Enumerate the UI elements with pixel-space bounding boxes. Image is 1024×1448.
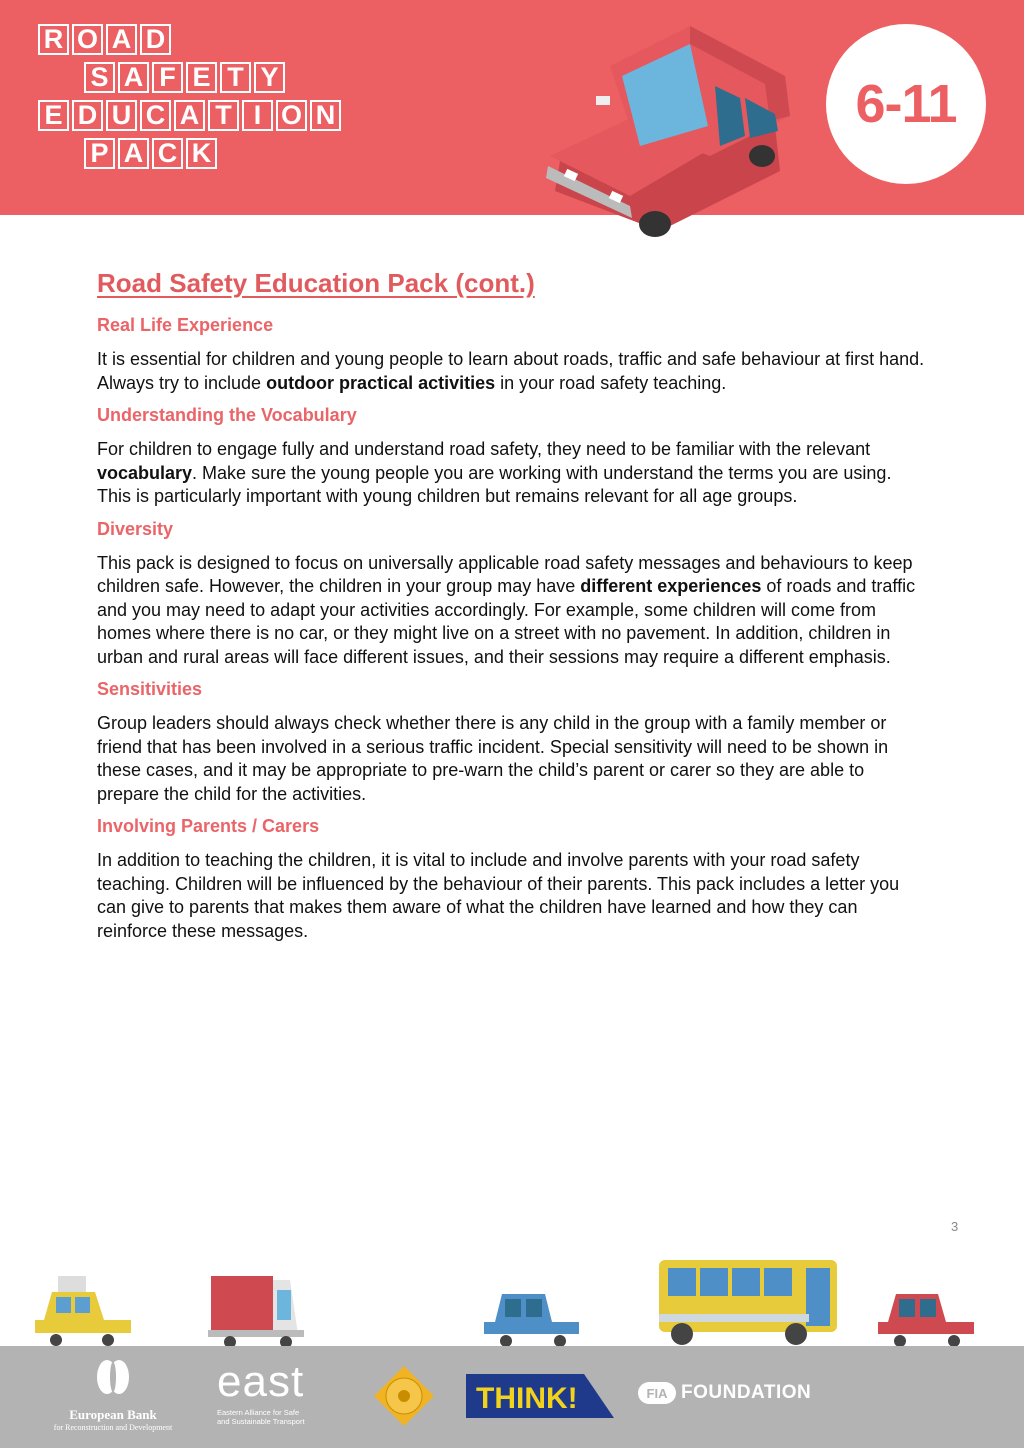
think-logo-text: THINK!: [476, 1382, 578, 1415]
section-heading: Understanding the Vocabulary: [97, 405, 357, 425]
logo-letter: I: [242, 100, 273, 131]
logo-letter: A: [106, 24, 137, 55]
emphasis-text: different experiences: [580, 576, 762, 596]
paragraph-text: For children to engage fully and understand road safety, they need to be familiar with the relevant: [97, 439, 871, 459]
ebrd-logo-icon: [93, 1358, 133, 1396]
east-logo: [217, 1357, 305, 1426]
page-number: 3: [951, 1219, 959, 1234]
ebrd-name: European Bank: [69, 1407, 157, 1422]
paragraph-text: . Make sure the young people you are working with understand the terms you are using. This is particularly important with young children but remains relevant for all age groups.: [97, 462, 892, 506]
main-content: [97, 268, 927, 949]
paragraph-text: of roads and traffic and you may need to adapt your activities accordingly. For example, some children will come from homes where there is no car, or they might live on a street with no pavement. In addition, children in urban and rural areas will face different issues, and their sessions may require a different emphasis.: [97, 576, 916, 667]
yellow-bus-icon: [659, 1260, 837, 1345]
paragraph-text: This pack is designed to focus on universally applicable road safety messages and behaviours to keep children safe. However, the children in your group may have: [97, 552, 913, 596]
logo-letter: T: [220, 62, 251, 93]
logo-letter: P: [84, 138, 115, 169]
logo-letter: A: [118, 62, 149, 93]
emphasis-text: outdoor practical activities: [266, 372, 496, 393]
decade-of-action-badge-icon: [372, 1364, 436, 1428]
section-paragraph: [97, 849, 927, 943]
ebrd-logo: [38, 1358, 188, 1432]
logo-letter: E: [186, 62, 217, 93]
ebrd-subtitle: for Reconstruction and Development: [53, 1423, 173, 1432]
think-logo-icon: [466, 1370, 616, 1422]
section-heading: Real Life Experience: [97, 315, 274, 335]
logo-row-education: [38, 100, 344, 131]
section-paragraph: [97, 712, 927, 806]
logo-letter: Y: [254, 62, 285, 93]
red-car-icon: [878, 1294, 974, 1347]
section-heading: Diversity: [97, 518, 174, 539]
fia-mark: FIA: [638, 1382, 676, 1404]
section-paragraph: [97, 438, 927, 509]
blue-car-icon: [484, 1294, 579, 1347]
logo-letter: U: [106, 100, 137, 131]
logo-letter: D: [72, 100, 103, 131]
logo-letter: S: [84, 62, 115, 93]
section-heading: Involving Parents / Carers: [97, 816, 320, 836]
section-heading: Sensitivities: [97, 679, 203, 699]
page-title: Road Safety Education Pack (cont.): [97, 268, 535, 298]
red-van-icon: [208, 1276, 304, 1348]
east-wordmark: east: [217, 1357, 305, 1406]
yellow-taxi-icon: [35, 1276, 131, 1346]
logo-letter: E: [38, 100, 69, 131]
logo-letter: F: [152, 62, 183, 93]
paragraph-text: in your road safety teaching.: [495, 372, 727, 393]
east-subtitle-line2: and Sustainable Transport: [217, 1417, 305, 1426]
logo-letter: K: [186, 138, 217, 169]
paragraph-text: It is essential for children and young people to learn about roads, traffic and safe behaviour at first hand. Always try to include: [97, 349, 925, 393]
logo-letter: N: [310, 100, 341, 131]
logo-letter: D: [140, 24, 171, 55]
section-paragraph: [97, 552, 927, 670]
logo-row-pack: [84, 138, 220, 169]
fia-foundation-logo: [638, 1382, 811, 1404]
logo-letter: T: [208, 100, 239, 131]
vehicles-row: [0, 1250, 1024, 1350]
age-range-badge: 6-11: [826, 24, 986, 184]
logo-letter: O: [276, 100, 307, 131]
logo-letter: A: [174, 100, 205, 131]
logo-letter: O: [72, 24, 103, 55]
logo-row-safety: [84, 62, 288, 93]
logo-letter: R: [38, 24, 69, 55]
paragraph-text: In addition to teaching the children, it is vital to include and involve parents with your road safety teaching. Children will be influenced by the behaviour of their parents. This pack includes a letter you can give to parents that makes them aware of what the children have learned and how they can reinforce these messages.: [97, 850, 900, 941]
logo-row-road: [38, 24, 174, 55]
section-paragraph: [97, 348, 927, 395]
car-illustration-icon: [540, 6, 810, 241]
paragraph-text: Group leaders should always check whether there is any child in the group with a family member or friend that has been involved in a serious traffic incident. Special sensitivity will need to be shown in these cases, and it may be appropriate to pre-warn the child’s parent or carer so they are able to prepare the child for the activities.: [97, 713, 889, 804]
east-subtitle-line1: Eastern Alliance for Safe: [217, 1408, 300, 1417]
logo-letter: C: [140, 100, 171, 131]
fia-wordmark: FOUNDATION: [681, 1382, 812, 1403]
logo-letter: C: [152, 138, 183, 169]
header-band: [0, 0, 1024, 215]
emphasis-text: vocabulary: [97, 462, 193, 483]
footer-band: [0, 1346, 1024, 1448]
logo-letter: A: [118, 138, 149, 169]
